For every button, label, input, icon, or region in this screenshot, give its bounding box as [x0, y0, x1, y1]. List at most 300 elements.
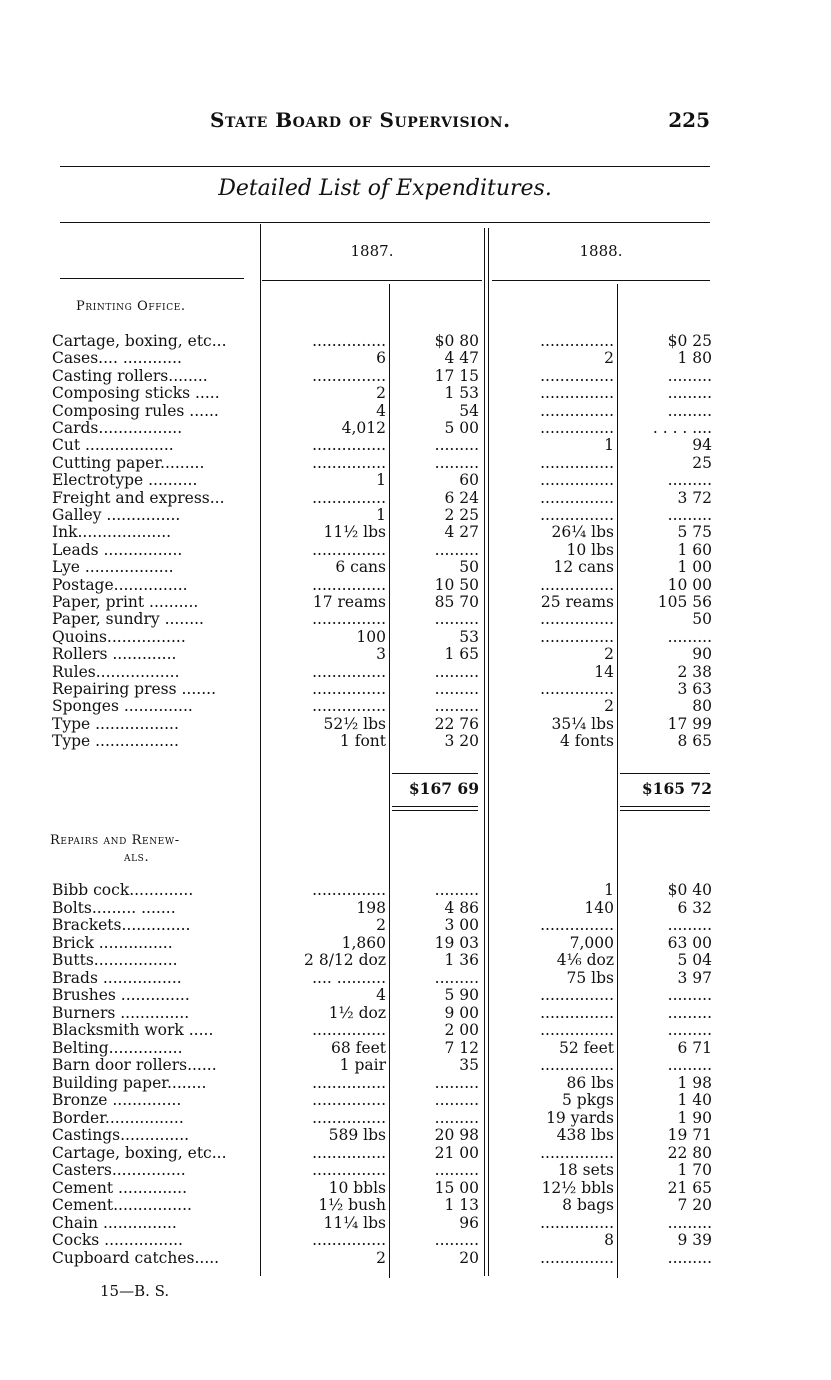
table-row [0, 1162, 831, 1180]
table-row [0, 490, 831, 508]
quantity-1887: 2 [376, 1249, 386, 1267]
amount-1888: 2 38 [677, 663, 712, 681]
quantity-1887: ............... [312, 437, 386, 455]
quantity-1888: ............... [540, 611, 614, 629]
quantity-1887: 1 [376, 507, 386, 524]
quantity-1887: 4,012 [341, 420, 386, 437]
table-row [0, 1145, 831, 1163]
label: Postage............... [52, 576, 188, 594]
quantity-1888: ............... [540, 917, 614, 934]
quantity-1888: 25 reams [540, 594, 614, 611]
amount-1887: 4 27 [444, 524, 479, 542]
quantity-1887: ............... [312, 882, 386, 899]
quantity-1887: 17 reams [312, 594, 386, 611]
quantity-1888: ............... [540, 472, 614, 490]
amount-1888: 1 40 [677, 1092, 712, 1109]
table-row [0, 403, 831, 421]
label: Cases.... ............ [52, 350, 182, 368]
amount-1887: 21 00 [434, 1144, 479, 1162]
amount-1887: 1 65 [444, 646, 479, 664]
quantity-1888: ............... [540, 1004, 614, 1022]
label: Leads ................ [52, 541, 183, 559]
quantity-1888: ............... [540, 1249, 614, 1267]
printing-office-total-row [0, 780, 831, 798]
page-header [60, 108, 710, 138]
label: Lye .................. [52, 559, 174, 577]
page-number: 225 [668, 108, 710, 132]
quantity-1887: ............... [312, 1092, 386, 1109]
amount-1888: ......... [667, 917, 712, 934]
amount-1887: 53 [459, 628, 479, 646]
quantity-1887: ............... [312, 454, 386, 472]
amount-1888: ......... [667, 385, 712, 403]
quantity-1888: 2 [604, 350, 614, 368]
amount-1887: 1 53 [444, 385, 479, 403]
quantity-1888: 8 bags [562, 1197, 614, 1214]
quantity-1888: 26¼ lbs [551, 524, 614, 542]
quantity-1887: 10 bbls [328, 1179, 386, 1197]
table-row [0, 646, 831, 664]
table-row [0, 1005, 831, 1023]
quantity-1887: ............... [312, 1232, 386, 1249]
quantity-1887: 1,860 [341, 934, 386, 952]
quantity-1887: 1 [376, 472, 386, 490]
table-row [0, 882, 831, 900]
amount-1887: ......... [434, 1162, 479, 1179]
year-heading-1888: 1888. [579, 242, 623, 260]
quantity-1888: 2 [604, 646, 614, 664]
quantity-1888: 1 [604, 882, 614, 899]
double-rule-1887-a [392, 806, 478, 807]
table-row [0, 952, 831, 970]
quantity-1887: 6 [376, 350, 386, 368]
label: Galley ............... [52, 507, 181, 524]
label: Rules................. [52, 663, 180, 681]
quantity-1887: 1 pair [339, 1057, 386, 1074]
repairs-heading-continued: als. [124, 850, 150, 865]
quantity-1888: ............... [540, 507, 614, 524]
quantity-1887: ............... [312, 698, 386, 716]
quantity-1888: ............... [540, 628, 614, 646]
quantity-1888: 8 [604, 1232, 614, 1249]
quantity-1888: 52 feet [559, 1039, 614, 1057]
quantity-1887: 1½ bush [318, 1197, 386, 1214]
amount-1888: . . . . .... [652, 420, 712, 437]
amount-1887: ......... [434, 437, 479, 455]
amount-1888: 1 60 [677, 541, 712, 559]
amount-1887: ......... [434, 1074, 479, 1092]
amount-1888: $0 25 [667, 333, 712, 350]
amount-1888: 50 [692, 611, 712, 629]
label: Border................ [52, 1109, 184, 1127]
amount-1888: 80 [692, 698, 712, 716]
amount-1887: ......... [434, 1232, 479, 1249]
table-row [0, 594, 831, 612]
amount-1887: 3 00 [444, 917, 479, 934]
amount-1887: 7 12 [444, 1039, 479, 1057]
label: Rollers ............. [52, 646, 177, 664]
quantity-1888: 10 lbs [566, 541, 614, 559]
table-row [0, 420, 831, 438]
running-title: State Board of Supervision. [210, 108, 511, 132]
quantity-1888: 7,000 [569, 934, 614, 952]
amount-1887: ......... [434, 882, 479, 899]
quantity-1887: ............... [312, 489, 386, 507]
amount-1888: 6 71 [677, 1039, 712, 1057]
amount-1888: 25 [692, 454, 712, 472]
amount-1887: ......... [434, 454, 479, 472]
quantity-1887: 1 font [339, 733, 386, 751]
quantity-1887: 100 [356, 628, 386, 646]
quantity-1888: 1 [604, 437, 614, 455]
label: Casting rollers........ [52, 367, 208, 385]
total-1887: $167 69 [408, 780, 479, 798]
amount-1888: 1 70 [677, 1162, 712, 1179]
label: Composing rules ...... [52, 402, 219, 420]
amount-1887: 17 15 [434, 367, 479, 385]
quantity-1888: 86 lbs [566, 1074, 614, 1092]
amount-1888: 19 71 [667, 1127, 712, 1144]
signature-mark: 15—B. S. [100, 1282, 170, 1300]
amount-1888: 3 72 [677, 489, 712, 507]
quantity-1887: 52½ lbs [323, 715, 386, 733]
quantity-1887: ............... [312, 576, 386, 594]
table-row [0, 1057, 831, 1075]
table-row [0, 900, 831, 918]
total-1888: $165 72 [641, 780, 712, 798]
quantity-1887: 1½ doz [328, 1004, 386, 1022]
quantity-1888: 14 [594, 663, 614, 681]
amount-1888: ......... [667, 987, 712, 1004]
quantity-1888: 5 pkgs [562, 1092, 614, 1109]
amount-1888: ......... [667, 402, 712, 420]
table-row [0, 664, 831, 682]
quantity-1887: 11¼ lbs [323, 1214, 386, 1232]
label: Freight and express... [52, 489, 225, 507]
amount-1888: 6 32 [677, 899, 712, 917]
label: Cartage, boxing, etc... [52, 333, 227, 350]
amount-1888: ......... [667, 1214, 712, 1232]
quantity-1887: ............... [312, 681, 386, 698]
quantity-1888: ............... [540, 681, 614, 698]
quantity-1888: ............... [540, 333, 614, 350]
label: Type ................. [52, 733, 179, 751]
label: Paper, print .......... [52, 594, 199, 611]
label: Burners .............. [52, 1004, 190, 1022]
amount-1888: 22 80 [667, 1144, 712, 1162]
amount-1888: 1 80 [677, 350, 712, 368]
label: Cocks ................ [52, 1232, 183, 1249]
amount-1888: ......... [667, 1249, 712, 1267]
amount-1888: 3 97 [677, 969, 712, 987]
table-row [0, 611, 831, 629]
amount-1887: 1 13 [444, 1197, 479, 1214]
quantity-1888: 12 cans [553, 559, 614, 577]
amount-1887: 5 00 [444, 420, 479, 437]
amount-1887: 4 47 [444, 350, 479, 368]
label: Composing sticks ..... [52, 385, 220, 403]
quantity-1887: ............... [312, 1144, 386, 1162]
quantity-1887: ............... [312, 1074, 386, 1092]
quantity-1887: ............... [312, 1022, 386, 1039]
table-row [0, 385, 831, 403]
label: Blacksmith work ..... [52, 1022, 214, 1039]
label: Cartage, boxing, etc... [52, 1144, 227, 1162]
quantity-1888: ............... [540, 1057, 614, 1074]
amount-1888: 90 [692, 646, 712, 664]
stub-heading-rule [60, 278, 244, 279]
label: Bronze .............. [52, 1092, 182, 1109]
amount-1887: 5 90 [444, 987, 479, 1004]
section-title: Detailed List of Expenditures. [218, 176, 552, 201]
label: Brackets.............. [52, 917, 191, 934]
repairs-heading: Repairs and Renew- [50, 833, 180, 848]
quantity-1887: ............... [312, 367, 386, 385]
amount-1887: ......... [434, 1109, 479, 1127]
top-rule [60, 166, 710, 167]
amount-1888: 63 00 [667, 934, 712, 952]
label: Castings.............. [52, 1127, 190, 1144]
amount-1887: 4 86 [444, 899, 479, 917]
printing-office-heading: Printing Office. [76, 299, 186, 314]
amount-1887: ......... [434, 611, 479, 629]
amount-1887: ......... [434, 541, 479, 559]
year-heading-1887: 1887. [350, 242, 394, 260]
table-row [0, 917, 831, 935]
table-row [0, 333, 831, 351]
table-row [0, 1250, 831, 1268]
quantity-1888: ............... [540, 576, 614, 594]
quantity-1887: 2 [376, 917, 386, 934]
label: Barn door rollers...... [52, 1057, 217, 1074]
quantity-1887: 4 [376, 987, 386, 1004]
quantity-1888: ............... [540, 1022, 614, 1039]
quantity-1887: 3 [376, 646, 386, 664]
label: Chain ............... [52, 1214, 177, 1232]
amount-1888: 3 63 [677, 681, 712, 698]
label: Cards................. [52, 420, 183, 437]
double-rule-1888-a [620, 806, 710, 807]
quantity-1887: 198 [356, 899, 386, 917]
label: Building paper........ [52, 1074, 207, 1092]
quantity-1887: .... .......... [312, 969, 386, 987]
amount-1888: 1 98 [677, 1074, 712, 1092]
quantity-1888: ............... [540, 987, 614, 1004]
quantity-1888: 35¼ lbs [551, 715, 614, 733]
amount-1887: 22 76 [434, 715, 479, 733]
amount-1887: ......... [434, 698, 479, 716]
amount-1888: ......... [667, 472, 712, 490]
amount-1888: 7 20 [677, 1197, 712, 1214]
amount-1887: ......... [434, 681, 479, 698]
table-row [0, 350, 831, 368]
label: Cupboard catches..... [52, 1249, 220, 1267]
amount-1888: 21 65 [667, 1179, 712, 1197]
table-row [0, 1127, 831, 1145]
table-row [0, 455, 831, 473]
amount-1887: 20 98 [434, 1127, 479, 1144]
label: Brushes .............. [52, 987, 190, 1004]
double-rule-1888-b [620, 810, 710, 811]
quantity-1887: 4 [376, 402, 386, 420]
table-row [0, 559, 831, 577]
amount-1888: ......... [667, 1057, 712, 1074]
table-row [0, 987, 831, 1005]
amount-1887: 9 00 [444, 1004, 479, 1022]
amount-1888: 1 00 [677, 559, 712, 577]
quantity-1888: 140 [584, 899, 614, 917]
table-row [0, 1215, 831, 1233]
label: Casters............... [52, 1162, 186, 1179]
amount-1887: 3 20 [444, 733, 479, 751]
label: Bolts......... ....... [52, 899, 176, 917]
table-row [0, 1232, 831, 1250]
quantity-1888: 4 fonts [559, 733, 614, 751]
label: Belting............... [52, 1039, 183, 1057]
label: Cement .............. [52, 1179, 188, 1197]
quantity-1888: 12½ bbls [541, 1179, 614, 1197]
quantity-1888: ............... [540, 402, 614, 420]
table-row [0, 507, 831, 525]
amount-1887: 20 [459, 1249, 479, 1267]
quantity-1888: ............... [540, 420, 614, 437]
quantity-1887: ............... [312, 541, 386, 559]
amount-1887: 54 [459, 402, 479, 420]
quantity-1888: 438 lbs [556, 1127, 614, 1144]
amount-1888: 10 00 [667, 576, 712, 594]
label: Electrotype .......... [52, 472, 198, 490]
table-row [0, 1180, 831, 1198]
quantity-1887: 2 [376, 385, 386, 403]
label: Ink................... [52, 524, 172, 542]
quantity-1888: 2 [604, 698, 614, 716]
label: Cement................ [52, 1197, 192, 1214]
quantity-1888: ............... [540, 1214, 614, 1232]
amount-1887: 50 [459, 559, 479, 577]
table-row [0, 681, 831, 699]
amount-1888: 5 04 [677, 952, 712, 969]
amount-1888: ......... [667, 628, 712, 646]
amount-1887: $0 80 [434, 333, 479, 350]
amount-1887: 2 25 [444, 507, 479, 524]
quantity-1887: 68 feet [331, 1039, 386, 1057]
label: Butts................. [52, 952, 178, 969]
table-row [0, 716, 831, 734]
amount-1887: 85 70 [434, 594, 479, 611]
quantity-1888: 18 sets [558, 1162, 614, 1179]
amount-1887: 10 50 [434, 576, 479, 594]
amount-1888: 8 65 [677, 733, 712, 751]
quantity-1887: ............... [312, 611, 386, 629]
quantity-1887: ............... [312, 333, 386, 350]
quantity-1887: 11½ lbs [323, 524, 386, 542]
table-row [0, 629, 831, 647]
quantity-1888: ............... [540, 385, 614, 403]
quantity-1888: ............... [540, 489, 614, 507]
quantity-1888: ............... [540, 454, 614, 472]
quantity-1887: 2 8/12 doz [304, 952, 386, 969]
quantity-1887: 589 lbs [328, 1127, 386, 1144]
table-row [0, 1197, 831, 1215]
label: Repairing press ....... [52, 681, 216, 698]
quantity-1888: 75 lbs [566, 969, 614, 987]
label: Paper, sundry ........ [52, 611, 204, 629]
label: Brads ................ [52, 969, 182, 987]
table-row [0, 542, 831, 560]
quantity-1888: 4⅙ doz [556, 952, 614, 969]
amount-1888: 9 39 [677, 1232, 712, 1249]
year-1888-rule [492, 280, 710, 281]
quantity-1887: ............... [312, 1109, 386, 1127]
amount-1888: 5 75 [677, 524, 712, 542]
amount-1888: 17 99 [667, 715, 712, 733]
table-top-rule [60, 222, 710, 223]
quantity-1887: ............... [312, 1162, 386, 1179]
table-row [0, 1022, 831, 1040]
amount-1887: 96 [459, 1214, 479, 1232]
label: Sponges .............. [52, 698, 193, 716]
amount-1888: ......... [667, 367, 712, 385]
table-row [0, 733, 831, 751]
amount-1887: 15 00 [434, 1179, 479, 1197]
label: Cut .................. [52, 437, 174, 455]
table-row [0, 472, 831, 490]
double-rule-1887-b [392, 810, 478, 811]
amount-1888: 1 90 [677, 1109, 712, 1127]
label: Quoins................ [52, 628, 186, 646]
amount-1887: ......... [434, 1092, 479, 1109]
amount-1888: $0 40 [667, 882, 712, 899]
amount-1888: ......... [667, 507, 712, 524]
amount-1887: 19 03 [434, 934, 479, 952]
quantity-1888: ............... [540, 367, 614, 385]
amount-1887: 1 36 [444, 952, 479, 969]
amount-1887: 2 00 [444, 1022, 479, 1039]
quantity-1888: 19 yards [546, 1109, 614, 1127]
total-rule-1888 [620, 773, 710, 774]
table-row [0, 970, 831, 988]
table-row [0, 1040, 831, 1058]
table-row [0, 524, 831, 542]
table-row [0, 698, 831, 716]
amount-1887: ......... [434, 663, 479, 681]
amount-1887: 6 24 [444, 489, 479, 507]
amount-1887: 60 [459, 472, 479, 490]
quantity-1888: ............... [540, 1144, 614, 1162]
table-row [0, 577, 831, 595]
amount-1888: 105 56 [657, 594, 712, 611]
table-row [0, 935, 831, 953]
total-rule-1887 [392, 773, 478, 774]
amount-1887: ......... [434, 969, 479, 987]
amount-1887: 35 [459, 1057, 479, 1074]
amount-1888: ......... [667, 1004, 712, 1022]
label: Bibb cock............. [52, 882, 194, 899]
table-row [0, 437, 831, 455]
amount-1888: 94 [692, 437, 712, 455]
quantity-1887: ............... [312, 663, 386, 681]
label: Cutting paper......... [52, 454, 205, 472]
table-row [0, 1110, 831, 1128]
table-row [0, 368, 831, 386]
label: Brick ............... [52, 934, 173, 952]
table-row [0, 1092, 831, 1110]
table-row [0, 1075, 831, 1093]
amount-1888: ......... [667, 1022, 712, 1039]
label: Type ................. [52, 715, 179, 733]
quantity-1887: 6 cans [335, 559, 386, 577]
year-1887-rule [262, 280, 482, 281]
